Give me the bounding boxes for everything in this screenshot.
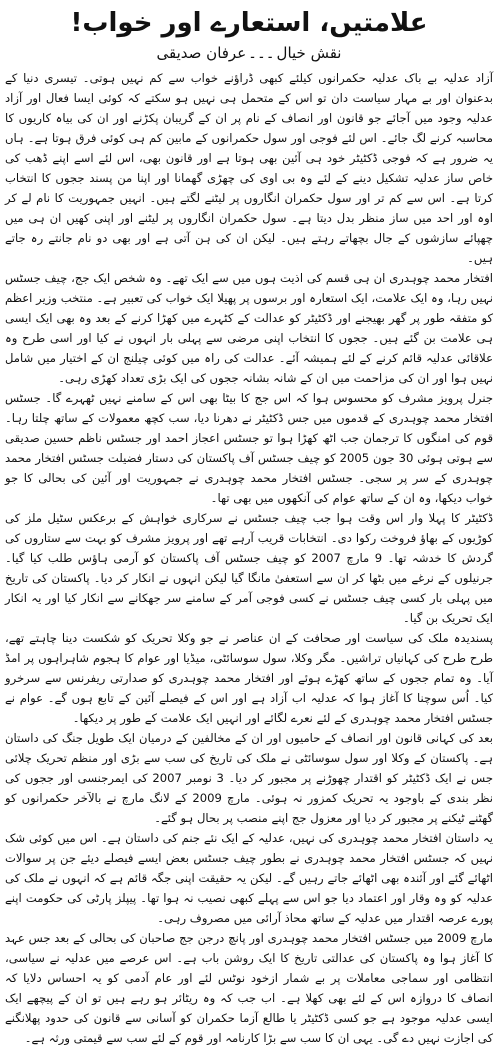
article-body [5,68,493,1048]
byline-separator: ۔۔۔ [248,44,275,62]
article-paragraph: یہ داستان افتخار محمد چوہدری کی نہیں، عدلیہ کے ایک نئے جنم کی داستان ہے۔ اس میں کوئی شک نہیں کہ جسٹس افتخار محمد چوہدری نے بطور چیف جسٹس بعض ایسے فیصلے دیئے جن پر سوالات اٹھائے گئے اور آئندہ بھی اٹھائے جاتے رہیں گے۔ لیکن یہ حقیقت اپنی جگہ قائم ہے کہ انہوں نے ملک کی عدلیہ کو وہ وقار اور اعتماد دیا جو اس سے پہلے کبھی نصیب نہ ہوا تھا۔ پیپلز پارٹی کی حکومت اپنے پورے عرصہ اقتدار میں عدلیہ کے ساتھ محاذ آرائی میں مصروف رہی۔ [5,831,493,925]
byline-column-name: نقش خیال [276,44,342,62]
article-paragraph: آزاد عدلیہ بے باک عدلیہ حکمرانوں کیلئے کبھی ڈراؤنے خواب سے کم نہیں ہوتی۔ تیسری دنیا کے بدعنوان اور بے مہار سیاست دان تو اس کے متحمل ہی نہیں ہو سکتے کہ کوئی ایسا فعال اور آزاد عدلیہ وجود میں آجائے جو قانون اور انصاف کے نام پر ان کے گریبان پکڑنے اور ان کی بیاہ کاریوں کا محاسبہ کرنے لگ جائے۔ اس لئے فوجی اور سول حکمرانوں کے مابین کم ہی کوئی فرق ہوتا ہے۔ ہاں یہ ضرور ہے کہ فوجی ڈکٹیٹر خود ہی آئین بھی ہوتا ہے اور قانون بھی، اس لئے اسے اپنے ڈھب کی خاص ساز عدلیہ تشکیل دینے کے لئے وہ بی اوی کی چھڑی گھمانا اور اپنا من پسند ججوں کا انتخاب کرتا ہے۔ اس سے کم تر اور سول حکمران انگاروں پر لیٹنے لگتے ہیں۔ انہیں جمہوریت کا نام لے کر اوہ اور احد میں ساز منظر بدل دیتا ہے۔ سول حکمران انگاروں پر لیٹنے اور اپنی کھیں ان ہی میں چھپائے سازشوں کے جال بچھاتے رہتے ہیں۔ لیکن ان کی ہن آتی ہے اور بھی دو نام جانتے رہ جاتے ہیں۔ [5,71,493,265]
article-byline [5,42,493,64]
byline-author: عرفان صدیقی [156,44,247,62]
article-paragraph: جنرل پرویز مشرف کو محسوس ہوا کہ اس جج کا بیٹا بھی اس کے سامنے نہیں ٹھہرے گا۔ جسٹس افتخار محمد چوہدری کے قدموں میں جس ڈکٹیٹر نے دھرنا دیا، سب کچھ معمولات کے ساتھ چلتا رہا۔ قوم کی امنگوں کا ترجمان جب اٹھ کھڑا ہوا تو جسٹس اعجاز احمد اور جسٹس ناظم حسین صدیقی سے ہوتی ہوئی 30 جون 2005 کو چیف جسٹس آف پاکستان کی دستار فضیلت جسٹس افتخار محمد چوہدری کے سر پر سجی۔ جسٹس افتخار محمد چوہدری نے جمہوریت اور آئین کی بحالی کا جو خواب دیکھا، وہ ان کے ساتھ عوام کی آنکھوں میں بھی تھا۔ [5,391,493,505]
article-paragraph: بعد کی کہانی قانون اور انصاف کے حامیوں اور ان کے مخالفین کے درمیان ایک طویل جنگ کی داستان ہے۔ پاکستان کے وکلا اور سول سوسائٹی نے ملک کی تاریخ کی سب سے بڑی اور منظم تحریک چلائی جس نے ایک ڈکٹیٹر کو اقتدار چھوڑنے پر مجبور کر دیا۔ 3 نومبر 2007 کی ایمرجنسی اور ججوں کی نظر بندی کے باوجود یہ تحریک کمزور نہ ہوئی۔ مارچ 2009 کے لانگ مارچ نے بالآخر حکمرانوں کو گھٹنے ٹیکنے پر مجبور کر دیا اور معزول جج اپنے منصب پر بحال ہو گئے۔ [5,731,493,825]
article-headline: علامتیں، استعارے اور خواب! [70,8,428,38]
article-paragraph: مارچ 2009 میں جسٹس افتخار محمد چوہدری اور پانچ درجن جج صاحبان کی بحالی کے بعد جس عہد کا آغاز ہوا وہ پاکستان کی عدالتی تاریخ کا ایک روشن باب ہے۔ اس عرصے میں عدلیہ نے سیاسی، انتظامی اور سماجی معاملات پر بے شمار ازخود نوٹس لئے اور عام آدمی کو یہ احساس دلایا کہ انصاف کا دروازہ اس کے لئے بھی کھلا ہے۔ اب جب کہ وہ ریٹائر ہو رہے ہیں تو ان کے پیچھے ایک ایسی عدلیہ موجود ہے جو کسی ڈکٹیٹر یا طالع آزما حکمران کو آسانی سے قانون کی حدود پھلانگنے کی اجازت نہیں دے گی۔ یہی ان کا سب سے بڑا کارنامہ اور قوم کے لئے سب سے قیمتی ورثہ ہے۔ [5,931,493,1045]
article-paragraph: پسندیدہ ملک کی سیاست اور صحافت کے ان عناصر نے جو وکلا تحریک کو شکست دینا چاہتے تھے، طرح طرح کی کہانیاں تراشیں۔ مگر وکلا، سول سوسائٹی، میڈیا اور عوام کا ہجوم شاہراہوں پر امڈ آیا۔ وہ تمام ججوں کے ساتھ کھڑے ہوئے اور افتخار محمد چوہدری کو صدارتی ریفرنس سے سرخرو کیا۔ اُس سوچنا کا آغاز ہوا کہ عدلیہ اب آزاد ہے اور اس کے فیصلے آئین کے تابع ہوں گے۔ عوام نے جسٹس افتخار محمد چوہدری کے لئے نعرے لگائے اور انہیں ایک علامت کے طور پر دیکھا۔ [5,631,493,725]
article-paragraph: ڈکٹیٹر کا پہلا وار اس وقت ہوا جب چیف جسٹس نے سرکاری خواہش کے برعکس سٹیل ملز کی کوڑیوں کے بھاؤ فروخت رکوا دی۔ انتخابات قریب آرہے تھے اور پرویز مشرف کو بہت سے ستاروں کی گردش کا خدشہ تھا۔ 9 مارچ 2007 کو چیف جسٹس آف پاکستان کو آرمی ہاؤس طلب کیا گیا۔ جرنیلوں کے نرغے میں بٹھا کر ان سے استعفیٰ مانگا گیا لیکن انہوں نے انکار کر دیا۔ پاکستان کی تاریخ میں پہلی بار کسی چیف جسٹس نے کسی فوجی آمر کے سامنے سر جھکانے سے انکار کیا اور یہ انکار ایک تحریک بن گیا۔ [5,511,493,625]
article-paragraph: افتخار محمد چوہدری ان ہی قسم کی اذیت ہوں میں سے ایک تھے۔ وہ شخص ایک جج، چیف جسٹس نہیں رہا، وہ ایک علامت، ایک استعارہ اور برسوں پر پھیلا ایک خواب کی تعبیر ہے۔ منتخب وزیر اعظم کو متفقہ طور پر گھر بھیجنے اور ڈکٹیٹر کو عدالت کے کٹہرے میں کھڑا کرنے کے بعد وہ بھی ایک ایسی ہی علامت بن گئے ہیں۔ ججوں کا انتخاب اپنی مرضی سے پہلی بار انہوں نے کیا اور اسی طرح وہ علاقائی عدلیہ قائم کرنے کے لئے ہمیشہ آئے۔ عدالت کی راہ میں کوئی چیلنج ان کے اختیار میں شامل نہیں ہوا اور ان کی مزاحمت میں ان کے شانہ بشانہ ججوں کی ایک بڑی تعداد کھڑی رہی۔ [5,271,493,385]
